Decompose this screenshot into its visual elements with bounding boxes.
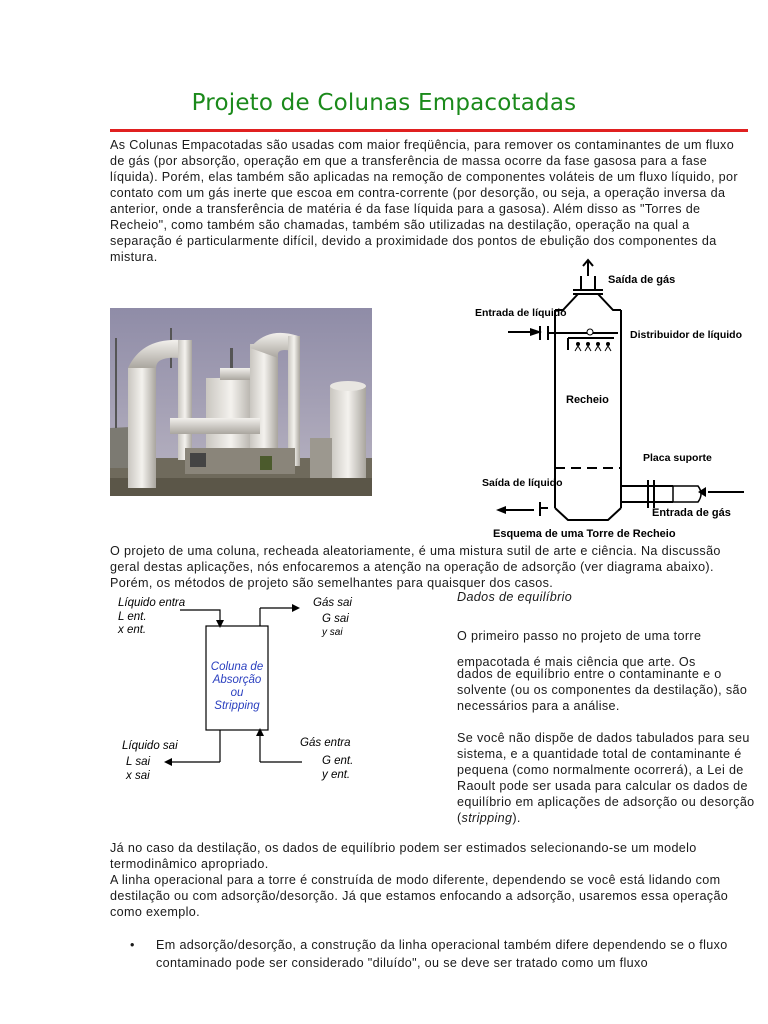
label-liquido-sai: Líquido sai [122, 740, 178, 752]
box-text-2: Absorção [212, 674, 262, 686]
raoult-text: Se você não dispõe de dados tabulados para seu sistema, e a quantidade total de contaminante é pequena (como normalmente ocorrerá), a Lei de Raoult pode ser usada para calcular os dados de equilíbrio em aplicações de adsorção ou desorção ( [457, 731, 755, 825]
packed-columns-photo [110, 308, 372, 496]
label-y-sai: y sai [322, 627, 343, 638]
label-placa-suporte: Placa suporte [643, 452, 712, 464]
label-y-ent: y ent. [322, 769, 351, 781]
label-gas-sai: Gás sai [313, 597, 352, 609]
tower-caption: Esquema de uma Torre de Recheio [493, 528, 676, 540]
label-x-sai: x sai [126, 770, 150, 782]
label-liquido-entra: Líquido entra [118, 597, 186, 609]
bullet-text: Em adsorção/desorção, a construção da linha operacional também difere dependendo se o fluxo contaminado pode ser considerado "diluído", ou se deve ser tratado como um fluxo [156, 938, 728, 970]
page-title: Projeto de Colunas Empacotadas [191, 90, 577, 116]
stripping-italic: stripping [461, 811, 513, 825]
label-l-sai: L sai [126, 756, 151, 768]
equilibrium-paragraph-2: dados de equilíbrio entre o contaminante e o solvente (ou os componentes da destilação), são necessários para a análise. [457, 667, 748, 713]
box-text-1: Coluna de [210, 661, 264, 673]
label-recheio: Recheio [566, 394, 609, 406]
label-x-ent: x ent. [118, 624, 147, 636]
distillation-paragraph: Já no caso da destilação, os dados de equilíbrio podem ser estimados selecionando-se um modelo termodinâmico apropriado. [110, 841, 697, 871]
label-distribuidor: Distribuidor de líquido [630, 329, 742, 341]
design-paragraph: O projeto de uma coluna, recheada aleatoriamente, é uma mistura sutil de arte e ciência. Na discussão geral destas aplicações, nós enfocaremos a atenção na operação de adsorção (ver diagrama abaixo). Porém, os métodos de projeto são semelhantes para quaisquer dos casos. [110, 544, 721, 590]
box-text-4: Stripping [214, 700, 260, 712]
title-underline [110, 129, 748, 132]
label-gas-entra: Gás entra [300, 737, 351, 749]
label-entrada-liquido: Entrada de líquido [475, 307, 567, 319]
label-g-ent: G ent. [322, 755, 354, 767]
equilibrium-paragraph-1: O primeiro passo no projeto de uma torre empacotada é mais ciência que arte. Os [457, 629, 702, 669]
label-saida-gas-1: Saída de gás [608, 274, 676, 286]
bullet-dot-icon: • [130, 938, 135, 952]
label-g-sai: G sai [322, 613, 349, 625]
label-entrada-gas: Entrada de gás [652, 507, 731, 519]
box-text-3: ou [230, 687, 244, 699]
equilibrium-paragraph-3 [457, 730, 757, 826]
raoult-text-end: ). [512, 811, 521, 825]
absorption-flow-diagram [110, 592, 360, 792]
operating-line-paragraph: A linha operacional para a torre é construída de modo diferente, dependendo se você está lidando com destilação ou com adsorção/desorção. Já que estamos enfocando a adsorção, usaremos essa operação como exemplo. [110, 873, 729, 919]
label-saida-liquido: Saída de líquido [482, 477, 563, 489]
closing-paragraphs [110, 840, 755, 920]
intro-paragraph: As Colunas Empacotadas são usadas com maior freqüência, para remover os contaminantes de um fluxo de gás (por absorção, operação em que a transferência de massa ocorre da fase gasosa para a fase líquida). Porém, elas também são aplicadas na remoção de componentes voláteis de um fluxo líquido, por contato com um gás inerte que escoa em contra-corrente (por desorção, ou seja, a operação inversa da anterior, onde a transferência de matéria é da fase líquida para a gasosa). Além disso as "Torres de Recheio", como também são chamadas, também são utilizadas na destilação, operação na qual a separação é particularmente difícil, devido a proximidade dos pontos de ebulição dos componentes da mistura. [110, 138, 738, 264]
packed-tower-diagram [468, 258, 768, 542]
equilibrium-heading: Dados de equilíbrio [457, 590, 573, 604]
label-l-ent: L ent. [118, 611, 147, 623]
